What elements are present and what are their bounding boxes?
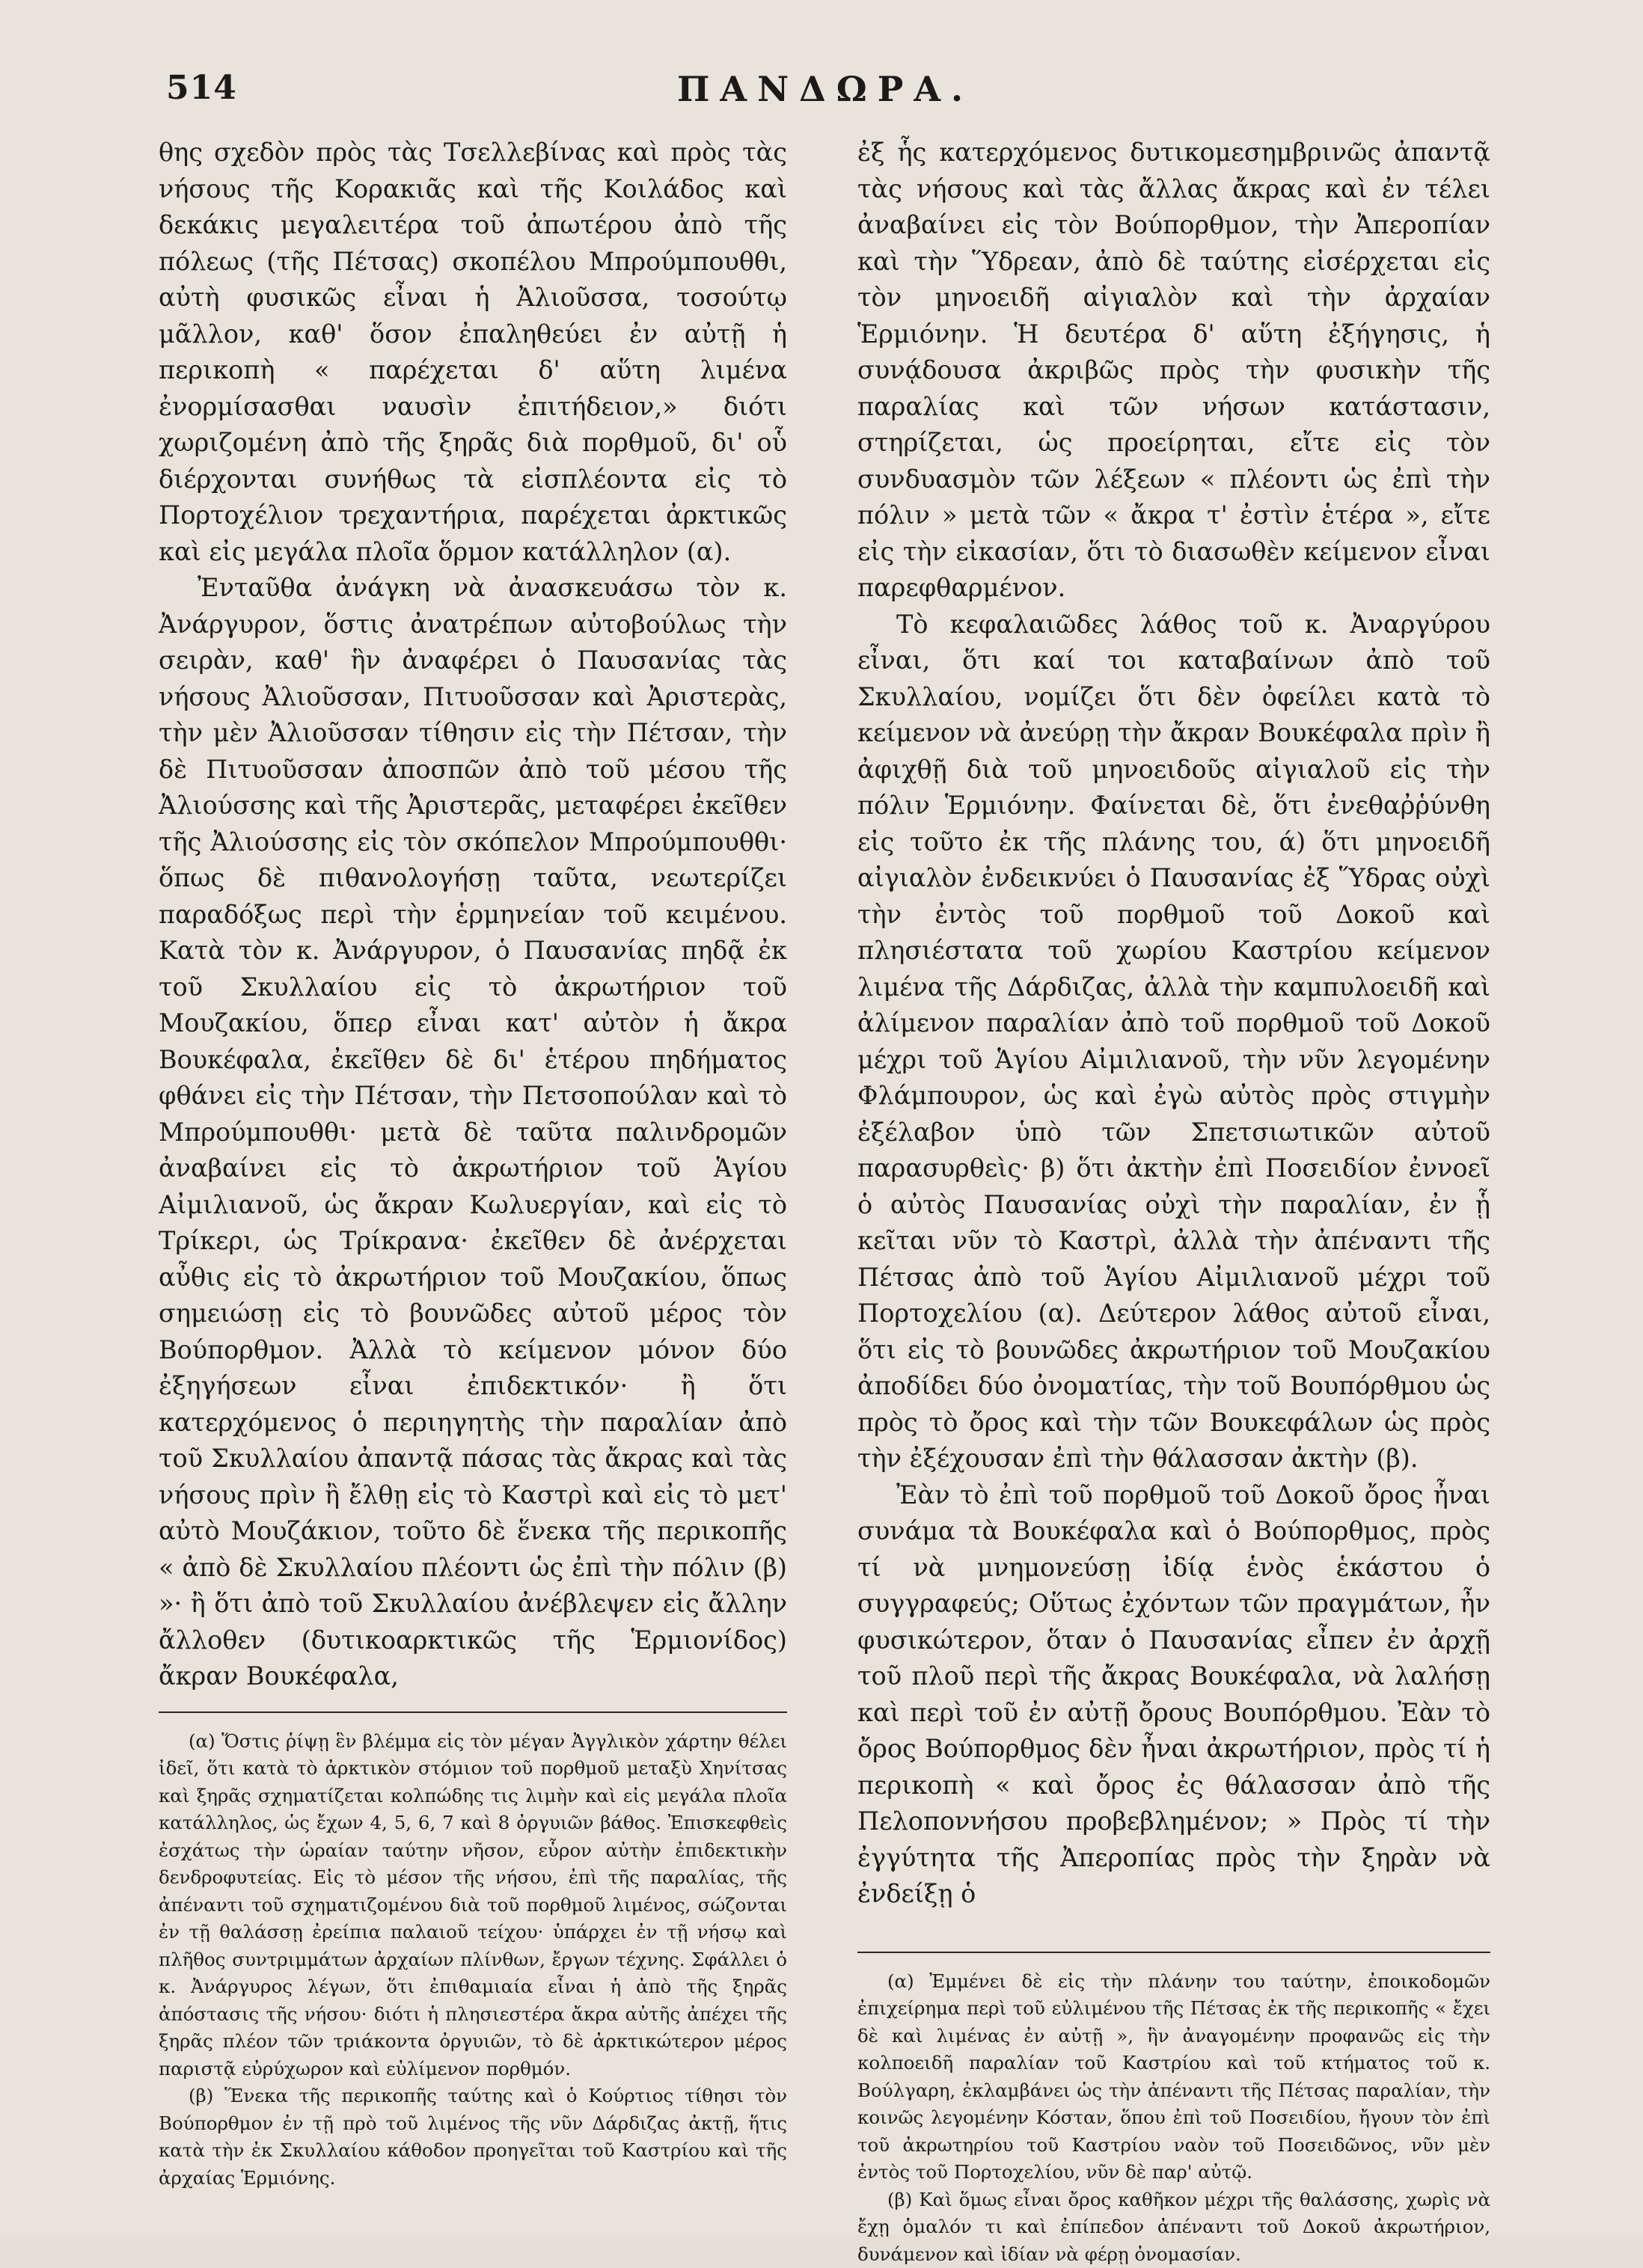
left-footnote-a: (α) Ὅστις ῥίψῃ ἓν βλέμμα εἰς τὸν μέγαν Ἀγγλικὸν χάρτην θέλει ἰδεῖ, ὅτι κατὰ τὸ ἀρκτικὸν στόμιον τοῦ πορθμοῦ μεταξὺ Χηνίτσας καὶ ξηρᾶς σχηματίζεται κολπώδης τις λιμὴν καὶ εἰς μεγάλα πλοῖα κατάλληλος, ὡς ἔχων 4, 5, 6, 7 καὶ 8 ὀργυιῶν βάθος. Ἐπισκεφθεὶς ἐσχάτως τὴν ὡραίαν ταύτην νῆσον, εὗρον αὐτὴν ἐπιδεκτικὴν δενδροφυτείας. Εἰς τὸ μέσον τῆς νήσου, ἐπὶ τῆς παραλίας, τῆς ἀπέναντι τοῦ σχηματιζομένου διὰ τοῦ πορθμοῦ λιμένος, σώζονται ἐν τῇ θαλάσσῃ ἐρείπια παλαιοῦ τείχου· ὑπάρχει ἐν τῇ νήσῳ καὶ πλῆθος συντριμμάτων ἀρχαίων πλίνθων, ἔργων τέχνης. Σφάλλει ὁ κ. Ἀνάργυρος λέγων, ὅτι ἐπιθαμιαία εἶναι ἡ ἀπὸ τῆς ξηρᾶς ἀπόστασις τῆς νήσου· διότι ἡ πλησιεστέρα ἄκρα αὐτῆς ἀπέχει τῆς ξηρᾶς πλέον τῶν τριάκοντα ὀργυιῶν, τὸ δὲ ἀρκτικώτερον μέρος παριστᾷ εὐρύχωρον καὶ εὐλίμενον πορθμόν. [159,1728,787,2083]
left-footnotes [159,1711,787,2192]
left-paragraph-2: Ἐνταῦθα ἀνάγκη νὰ ἀνασκευάσω τὸν κ. Ἀνάργυρον, ὅστις ἀνατρέπων αὐτοβούλως τὴν σειρὰν, καθ' ἣν ἀναφέρει ὁ Παυσανίας τὰς νήσους Ἀλιοῦσσαν, Πιτυοῦσσαν καὶ Ἀριστερὰς, τὴν μὲν Ἀλιοῦσσαν τίθησιν εἰς τὴν Πέτσαν, τὴν δὲ Πιτυοῦσσαν ἀποσπῶν ἀπὸ τοῦ μέσου τῆς Ἀλιούσσης καὶ τῆς Ἀριστερᾶς, μεταφέρει ἐκεῖθεν τῆς Ἀλιούσσης εἰς τὸν σκόπελον Μπρούμπουθθι· ὅπως δὲ πιθανολογήσῃ ταῦτα, νεωτερίζει παραδόξως περὶ τὴν ἑρμηνείαν τοῦ κειμένου. Κατὰ τὸν κ. Ἀνάργυρον, ὁ Παυσανίας πηδᾷ ἐκ τοῦ Σκυλλαίου εἰς τὸ ἀκρωτήριον τοῦ Μουζακίου, ὅπερ εἶναι κατ' αὐτὸν ἡ ἄκρα Βουκέφαλα, ἐκεῖθεν δὲ δι' ἑτέρου πηδήματος φθάνει εἰς τὴν Πέτσαν, τὴν Πετσοπούλαν καὶ τὸ Μπρούμπουθθι· μετὰ δὲ ταῦτα παλινδρομῶν ἀναβαίνει εἰς τὸ ἀκρωτήριον τοῦ Ἁγίου Αἰμιλιανοῦ, ὡς ἄκραν Κωλυεργίαν, καὶ εἰς τὸ Τρίκερι, ὡς Τρίκρανα· ἐκεῖθεν δὲ ἀνέρχεται αὖθις εἰς τὸ ἀκρωτήριον τοῦ Μουζακίου, ὅπως σημειώσῃ εἰς τὸ βουνῶδες αὐτοῦ μέρος τὸν Βούπορθμον. Ἀλλὰ τὸ κείμενον μόνον δύο ἐξηγήσεων εἶναι ἐπιδεκτικόν· ἢ ὅτι κατερχόμενος ὁ περιηγητὴς τὴν παραλίαν ἀπὸ τοῦ Σκυλλαίου ἀπαντᾷ πάσας τὰς ἄκρας καὶ τὰς νήσους πρὶν ἢ ἔλθῃ εἰς τὸ Καστρὶ καὶ εἰς τὸ μετ' αὐτὸ Μουζάκιον, τοῦτο δὲ ἕνεκα τῆς περικοπῆς « ἀπὸ δὲ Σκυλλαίου πλέοντι ὡς ἐπὶ τὴν πόλιν (β) »· ἢ ὅτι ἀπὸ τοῦ Σκυλλαίου ἀνέβλεψεν εἰς ἄλλην ἄλλοθεν (δυτικοαρκτικῶς τῆς Ἑρμιονίδος) ἄκραν Βουκέφαλα, [159,570,787,1695]
page-number: 514 [166,69,237,107]
right-paragraph-3: Ἐὰν τὸ ἐπὶ τοῦ πορθμοῦ τοῦ Δοκοῦ ὄρος ἦναι συνάμα τὰ Βουκέφαλα καὶ ὁ Βούπορθμος, πρὸς τί νὰ μνημονεύσῃ ἰδίᾳ ἑνὸς ἑκάστου ὁ συγγραφεύς; Οὕτως ἐχόντων τῶν πραγμάτων, ἦν φυσικώτερον, ὅταν ὁ Παυσανίας εἶπεν ἐν ἀρχῇ τοῦ πλοῦ περὶ τῆς ἄκρας Βουκέφαλα, νὰ λαλήσῃ καὶ περὶ τοῦ ἐν αὐτῇ ὄρους Βουπόρθμου. Ἐὰν τὸ ὄρος Βούπορθμος δὲν ἦναι ἀκρωτήριον, πρὸς τί ἡ περικοπὴ « καὶ ὄρος ἐς θάλασσαν ἀπὸ τῆς Πελοποννήσου προβεβλημένον; » Πρὸς τί τὴν ἐγγύτητα τῆς Ἀπεροπίας πρὸς τὴν ξηρὰν νὰ ἐνδείξῃ ὁ [857,1477,1490,1913]
right-footnote-a: (α) Ἐμμένει δὲ εἰς τὴν πλάνην του ταύτην, ἐποικοδομῶν ἐπιχείρημα περὶ τοῦ εὐλιμένου τῆς Πέτσας ἐκ τῆς περικοπῆς « ἔχει δὲ καὶ λιμένας ἐν αὐτῇ », ἣν ἀναγομένην προφανῶς εἰς τὴν κολποειδῆ παραλίαν τοῦ Καστρίου καὶ τοῦ κτήματος τοῦ κ. Βούλγαρη, ἐκλαμβάνει ὡς τὴν ἀπέναντι τῆς Πέτσας παραλίαν, τὴν κοινῶς λεγομένην Κόσταν, ὅπου ἐπὶ τοῦ Ποσειδίου, ἤγουν τὸν ἐπὶ τοῦ ἀκρωτηρίου τοῦ Καστρίου ναὸν τοῦ Ποσειδῶνος, νῦν μὲν ἐντὸς τοῦ Πορτοχελίου, νῦν δὲ παρ' αὐτῷ. [857,1968,1490,2186]
left-column [159,135,787,2192]
right-paragraph-2: Τὸ κεφαλαιῶδες λάθος τοῦ κ. Ἀναργύρου εἶναι, ὅτι καί τοι καταβαίνων ἀπὸ τοῦ Σκυλλαίου, νομίζει ὅτι δὲν ὀφείλει κατὰ τὸ κείμενον νὰ ἀνεύρῃ τὴν ἄκραν Βουκέφαλα πρὶν ἢ ἀφιχθῇ διὰ τοῦ μηνοειδοῦς αἰγιαλοῦ εἰς τὴν πόλιν Ἑρμιόνην. Φαίνεται δὲ, ὅτι ἐνεθαῤῥύνθη εἰς τοῦτο ἐκ τῆς πλάνης του, ά) ὅτι μηνοειδῆ αἰγιαλὸν ἐνδεικνύει ὁ Παυσανίας ἐξ Ὕδρας οὐχὶ τὴν ἐντὸς τοῦ πορθμοῦ τοῦ Δοκοῦ καὶ πλησιέστατα τοῦ χωρίου Καστρίου κείμενον λιμένα τῆς Δάρδιζας, ἀλλὰ τὴν καμπυλοειδῆ καὶ ἀλίμενον παραλίαν ἀπὸ τοῦ πορθμοῦ τοῦ Δοκοῦ μέχρι τοῦ Ἁγίου Αἰμιλιανοῦ, τὴν νῦν λεγομένην Φλάμπουρον, ὡς καὶ ἐγὼ αὐτὸς πρὸς στιγμὴν ἐξέλαβον ὑπὸ τῶν Σπετσιωτικῶν αὐτοῦ παρασυρθεὶς· β) ὅτι ἀκτὴν ἐπὶ Ποσειδίον ἐννοεῖ ὁ αὐτὸς Παυσανίας οὐχὶ τὴν παραλίαν, ἐν ᾗ κεῖται νῦν τὸ Καστρὶ, ἀλλὰ τὴν ἀπέναντι τῆς Πέτσας ἀπὸ τοῦ Ἁγίου Αἰμιλιανοῦ μέχρι τοῦ Πορτοχελίου (α). Δεύτερον λάθος αὐτοῦ εἶναι, ὅτι εἰς τὸ βουνῶδες ἀκρωτήριον τοῦ Μουζακίου ἀποδίδει δύο ὀνοματίας, τὴν τοῦ Βουπόρθμου ὡς πρὸς τὸ ὄρος καὶ τὴν τῶν Βουκεφάλων ὡς πρὸς τὴν ἐξέχουσαν ἐπὶ τὴν θάλασσαν ἀκτὴν (β). [857,607,1490,1477]
left-footnote-b: (β) Ἕνεκα τῆς περικοπῆς ταύτης καὶ ὁ Κούρτιος τίθησι τὸν Βούπορθμον ἐν τῇ πρὸ τοῦ λιμένος τῆς νῦν Δάρδιζας ἀκτῇ, ἥτις κατὰ τὴν ἐκ Σκυλλαίου κάθοδον προηγεῖται τοῦ Καστρίου καὶ τῆς ἀρχαίας Ἑρμιόνης. [159,2082,787,2192]
right-column [857,135,1490,2268]
right-footnotes [857,1952,1490,2268]
running-head [159,69,1492,115]
column-gutter [820,135,821,2199]
journal-title: ΠΑΝΔΩΡΑ. [159,69,1492,109]
left-paragraph-1: θης σχεδὸν πρὸς τὰς Τσελλεβίνας καὶ πρὸς τὰς νήσους τῆς Κορακιᾶς καὶ τῆς Κοιλάδος καὶ δεκάκις μεγαλειτέρα τοῦ ἀπωτέρου ἀπὸ τῆς πόλεως (τῆς Πέτσας) σκοπέλου Μπρούμπουθθι, αὐτὴ φυσικῶς εἶναι ἡ Ἀλιοῦσσα, τοσούτῳ μᾶλλον, καθ' ὅσον ἐπαληθεύει ἐν αὐτῇ ἡ περικοπὴ « παρέχεται δ' αὕτη λιμένα ἐνορμίσασθαι ναυσὶν ἐπιτήδειον,» διότι χωριζομένη ἀπὸ τῆς ξηρᾶς διὰ πορθμοῦ, δι' οὗ διέρχονται συνήθως τὰ εἰσπλέοντα εἰς τὸ Πορτοχέλιον τρεχαντήρια, παρέχεται ἀρκτικῶς καὶ εἰς μεγάλα πλοῖα ὅρμον κατάλληλον (α). [159,135,787,570]
right-paragraph-1: ἐξ ἧς κατερχόμενος δυτικομεσημβρινῶς ἀπαντᾷ τὰς νήσους καὶ τὰς ἄλλας ἄκρας καὶ ἐν τέλει ἀναβαίνει εἰς τὸν Βούπορθμον, τὴν Ἀπεροπίαν καὶ τὴν Ὕδρεαν, ἀπὸ δὲ ταύτης εἰσέρχεται εἰς τὸν μηνοειδῆ αἰγιαλὸν καὶ τὴν ἀρχαίαν Ἑρμιόνην. Ἡ δευτέρα δ' αὕτη ἐξήγησις, ἡ συνᾴδουσα ἀκριβῶς πρὸς τὴν φυσικὴν τῆς παραλίας καὶ τῶν νήσων κατάστασιν, στηρίζεται, ὡς προείρηται, εἴτε εἰς τὸν συνδυασμὸν τῶν λέξεων « πλέοντι ὡς ἐπὶ τὴν πόλιν » μετὰ τῶν « ἄκρα τ' ἐστὶν ἑτέρα », εἴτε εἰς τὴν εἰκασίαν, ὅτι τὸ διασωθὲν κείμενον εἶναι παρεφθαρμένον. [857,135,1490,607]
right-footnote-b: (β) Καὶ ὅμως εἶναι ὄρος καθῆκον μέχρι τῆς θαλάσσης, χωρὶς νὰ ἔχῃ ὁμαλόν τι καὶ ἐπίπεδον ἀπέναντι τοῦ Δοκοῦ ἀκρωτήριον, δυνάμενον καὶ ἰδίαν νὰ φέρῃ ὀνομασίαν. [857,2186,1490,2268]
